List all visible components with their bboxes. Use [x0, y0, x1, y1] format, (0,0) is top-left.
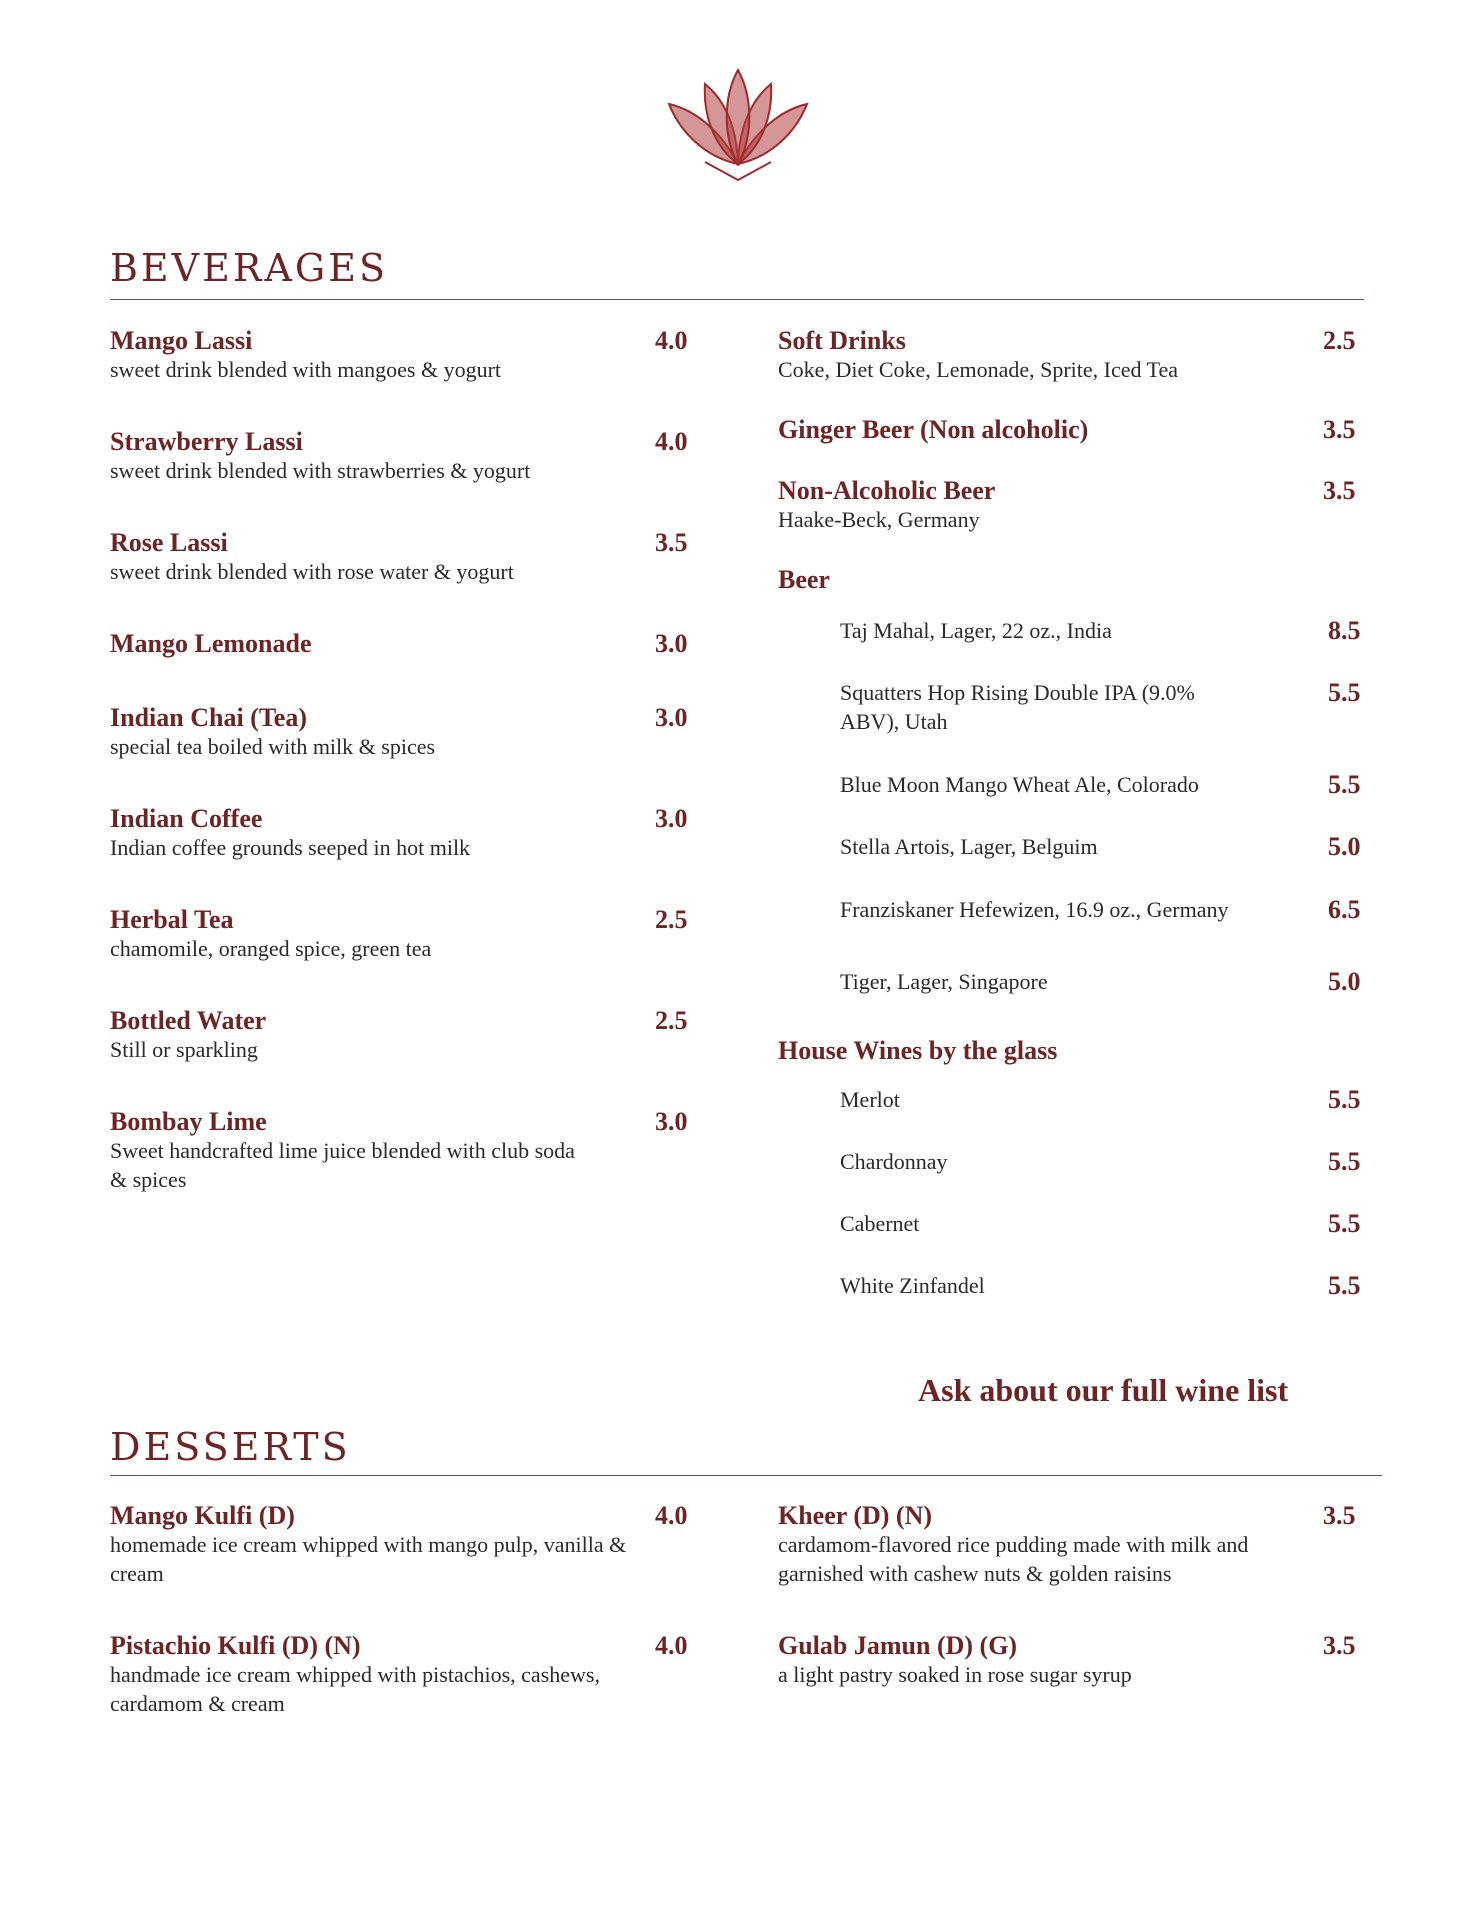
- item-kheer-name: Kheer (D) (N): [778, 1501, 933, 1530]
- wine-item-price: 5.5: [1328, 1209, 1361, 1238]
- item-pistachio-kulfi-price: 4.0: [655, 1631, 688, 1660]
- item-rose-lassi-desc: sweet drink blended with rose water & yogurt: [110, 559, 514, 584]
- item-non-alcoholic-beer-price: 3.5: [1323, 476, 1356, 505]
- beer-item-price: 8.5: [1328, 616, 1361, 645]
- lotus-logo: [665, 62, 811, 182]
- desserts-title: DESSERTS: [110, 1425, 351, 1469]
- item-herbal-tea-desc: chamomile, oranged spice, green tea: [110, 936, 432, 961]
- item-soft-drinks-price: 2.5: [1323, 326, 1356, 355]
- lotus-icon: [665, 62, 811, 182]
- item-indian-coffee-desc: Indian coffee grounds seeped in hot milk: [110, 835, 471, 860]
- wine-item-price: 5.5: [1328, 1271, 1361, 1300]
- beverages-title: BEVERAGES: [110, 246, 389, 290]
- item-pistachio-kulfi-desc: handmade ice cream whipped with pistachios, cashews, cardamom & cream: [110, 1662, 600, 1716]
- beer-item-price: 5.0: [1328, 832, 1361, 861]
- item-gulab-jamun-name: Gulab Jamun (D) (G): [778, 1631, 1018, 1660]
- item-mango-lassi-price: 4.0: [655, 326, 688, 355]
- wines-heading: House Wines by the glass: [778, 1036, 1058, 1065]
- beer-item-price: 5.0: [1328, 967, 1361, 996]
- item-indian-coffee-name: Indian Coffee: [110, 804, 263, 833]
- beer-item-name: Blue Moon Mango Wheat Ale, Colorado: [840, 772, 1199, 797]
- item-soft-drinks-desc: Coke, Diet Coke, Lemonade, Sprite, Iced Tea: [778, 357, 1179, 382]
- item-bombay-lime-price: 3.0: [655, 1107, 688, 1136]
- item-bottled-water-price: 2.5: [655, 1006, 688, 1035]
- item-pistachio-kulfi-name: Pistachio Kulfi (D) (N): [110, 1631, 361, 1660]
- item-mango-kulfi-price: 4.0: [655, 1501, 688, 1530]
- item-bottled-water-name: Bottled Water: [110, 1006, 267, 1035]
- item-indian-chai-name: Indian Chai (Tea): [110, 703, 307, 732]
- beer-item-name: Stella Artois, Lager, Belguim: [840, 834, 1098, 859]
- item-gulab-jamun-price: 3.5: [1323, 1631, 1356, 1660]
- item-mango-lassi-name: Mango Lassi: [110, 326, 253, 355]
- wine-item-name: Merlot: [840, 1087, 900, 1112]
- item-strawberry-lassi-desc: sweet drink blended with strawberries & yogurt: [110, 458, 531, 483]
- item-mango-lassi-desc: sweet drink blended with mangoes & yogurt: [110, 357, 502, 382]
- item-soft-drinks-name: Soft Drinks: [778, 326, 906, 355]
- item-kheer-price: 3.5: [1323, 1501, 1356, 1530]
- item-mango-kulfi-name: Mango Kulfi (D): [110, 1501, 295, 1530]
- item-indian-chai-price: 3.0: [655, 703, 688, 732]
- item-mango-lemonade-name: Mango Lemonade: [110, 629, 312, 658]
- item-herbal-tea-name: Herbal Tea: [110, 905, 234, 934]
- beer-heading: Beer: [778, 565, 830, 594]
- item-indian-coffee-price: 3.0: [655, 804, 688, 833]
- item-ginger-beer-name: Ginger Beer (Non alcoholic): [778, 415, 1089, 444]
- item-non-alcoholic-beer-desc: Haake-Beck, Germany: [778, 507, 980, 532]
- beer-item-price: 5.5: [1328, 770, 1361, 799]
- item-mango-lemonade-price: 3.0: [655, 629, 688, 658]
- item-strawberry-lassi-price: 4.0: [655, 427, 688, 456]
- item-mango-kulfi-desc: homemade ice cream whipped with mango pulp, vanilla & cream: [110, 1532, 627, 1586]
- item-rose-lassi-name: Rose Lassi: [110, 528, 228, 557]
- beer-item-price: 5.5: [1328, 678, 1361, 707]
- item-non-alcoholic-beer-name: Non-Alcoholic Beer: [778, 476, 996, 505]
- item-gulab-jamun-desc: a light pastry soaked in rose sugar syrup: [778, 1662, 1132, 1687]
- item-kheer-desc: cardamom-flavored rice pudding made with milk and garnished with cashew nuts & golden raisins: [778, 1532, 1249, 1586]
- wine-item-name: Cabernet: [840, 1211, 920, 1236]
- item-bombay-lime-name: Bombay Lime: [110, 1107, 267, 1136]
- item-ginger-beer-price: 3.5: [1323, 415, 1356, 444]
- item-bottled-water-desc: Still or sparkling: [110, 1037, 258, 1062]
- beer-item-name: Tiger, Lager, Singapore: [840, 969, 1048, 994]
- beer-item-name: Franziskaner Hefewizen, 16.9 oz., Germany: [840, 897, 1229, 922]
- beer-item-price: 6.5: [1328, 895, 1361, 924]
- wine-list-note: Ask about our full wine list: [918, 1372, 1289, 1408]
- item-bombay-lime-desc: Sweet handcrafted lime juice blended with club soda & spices: [110, 1138, 575, 1192]
- beverages-rule: [110, 299, 1364, 300]
- wine-item-name: Chardonnay: [840, 1149, 948, 1174]
- item-strawberry-lassi-name: Strawberry Lassi: [110, 427, 303, 456]
- wine-item-price: 5.5: [1328, 1147, 1361, 1176]
- beer-item-name: Squatters Hop Rising Double IPA (9.0% ABV), Utah: [840, 680, 1195, 734]
- item-rose-lassi-price: 3.5: [655, 528, 688, 557]
- item-herbal-tea-price: 2.5: [655, 905, 688, 934]
- wine-item-name: White Zinfandel: [840, 1273, 985, 1298]
- beer-item-name: Taj Mahal, Lager, 22 oz., India: [840, 618, 1112, 643]
- item-indian-chai-desc: special tea boiled with milk & spices: [110, 734, 436, 759]
- desserts-rule: [110, 1475, 1382, 1476]
- wine-item-price: 5.5: [1328, 1085, 1361, 1114]
